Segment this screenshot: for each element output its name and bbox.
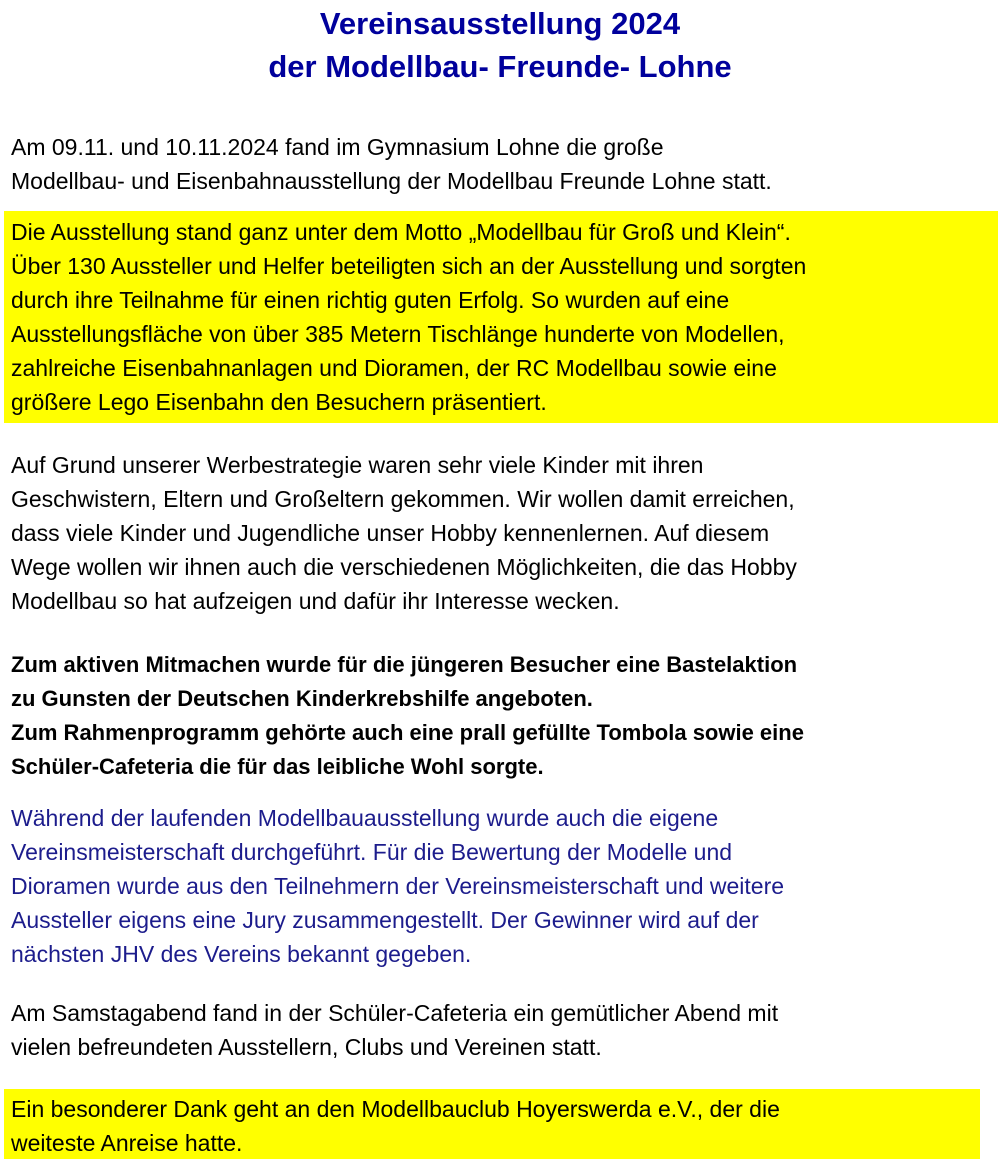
- text-line: vielen befreundeten Ausstellern, Clubs und Vereinen statt.: [11, 1034, 602, 1060]
- paragraph-championship: [11, 801, 784, 971]
- text-line: Auf Grund unserer Werbestrategie waren sehr viele Kinder mit ihren: [11, 452, 704, 478]
- paragraph-program-bold: [11, 648, 804, 784]
- paragraph-intro: [11, 130, 772, 198]
- paragraph-motto-highlighted: [11, 215, 806, 419]
- text-line: Am 09.11. und 10.11.2024 fand im Gymnasium Lohne die große: [11, 134, 664, 160]
- text-line: Modellbau so hat aufzeigen und dafür ihr Interesse wecken.: [11, 588, 620, 614]
- text-line: Über 130 Aussteller und Helfer beteiligten sich an der Ausstellung und sorgten: [11, 253, 807, 279]
- document-title: Vereinsausstellung 2024: [319, 6, 681, 41]
- text-line: Zum Rahmenprogramm gehörte auch eine prall gefüllte Tombola sowie eine: [11, 720, 804, 745]
- text-line: Geschwistern, Eltern und Großeltern gekommen. Wir wollen damit erreichen,: [11, 486, 795, 512]
- text-line: zahlreiche Eisenbahnanlagen und Dioramen, der RC Modellbau sowie eine: [11, 355, 777, 381]
- text-line: Zum aktiven Mitmachen wurde für die jüngeren Besucher eine Bastelaktion: [11, 652, 798, 677]
- paragraph-evening: [11, 996, 778, 1064]
- text-line: Am Samstagabend fand in der Schüler-Cafeteria ein gemütlicher Abend mit: [11, 1000, 779, 1026]
- text-line: Modellbau- und Eisenbahnausstellung der Modellbau Freunde Lohne statt.: [11, 168, 772, 194]
- paragraph-thanks-highlighted: [11, 1092, 780, 1160]
- text-line: weiteste Anreise hatte.: [11, 1130, 243, 1156]
- paragraph-advertising: [11, 448, 797, 618]
- text-line: Dioramen wurde aus den Teilnehmern der Vereinsmeisterschaft und weitere: [11, 873, 785, 899]
- text-line: Die Ausstellung stand ganz unter dem Motto „Modellbau für Groß und Klein“.: [11, 219, 791, 245]
- text-line: nächsten JHV des Vereins bekannt gegeben.: [11, 941, 472, 967]
- text-line: Wege wollen wir ihnen auch die verschiedenen Möglichkeiten, die das Hobby: [11, 554, 797, 580]
- text-line: Ausstellungsfläche von über 385 Metern Tischlänge hunderte von Modellen,: [11, 321, 785, 347]
- text-line: Ein besonderer Dank geht an den Modellbauclub Hoyerswerda e.V., der die: [11, 1096, 780, 1122]
- document-subtitle: der Modellbau- Freunde- Lohne: [268, 49, 732, 84]
- text-line: durch ihre Teilnahme für einen richtig guten Erfolg. So wurden auf eine: [11, 287, 730, 313]
- text-line: dass viele Kinder und Jugendliche unser Hobby kennenlernen. Auf diesem: [11, 520, 770, 546]
- text-line: Während der laufenden Modellbauausstellung wurde auch die eigene: [11, 805, 719, 831]
- text-line: Aussteller eigens eine Jury zusammengestellt. Der Gewinner wird auf der: [11, 907, 759, 933]
- text-line: größere Lego Eisenbahn den Besuchern präsentiert.: [11, 389, 547, 415]
- text-line: Vereinsmeisterschaft durchgeführt. Für die Bewertung der Modelle und: [11, 839, 733, 865]
- text-line: Schüler-Cafeteria die für das leibliche Wohl sorgte.: [11, 754, 544, 779]
- text-line: zu Gunsten der Deutschen Kinderkrebshilfe angeboten.: [11, 686, 593, 711]
